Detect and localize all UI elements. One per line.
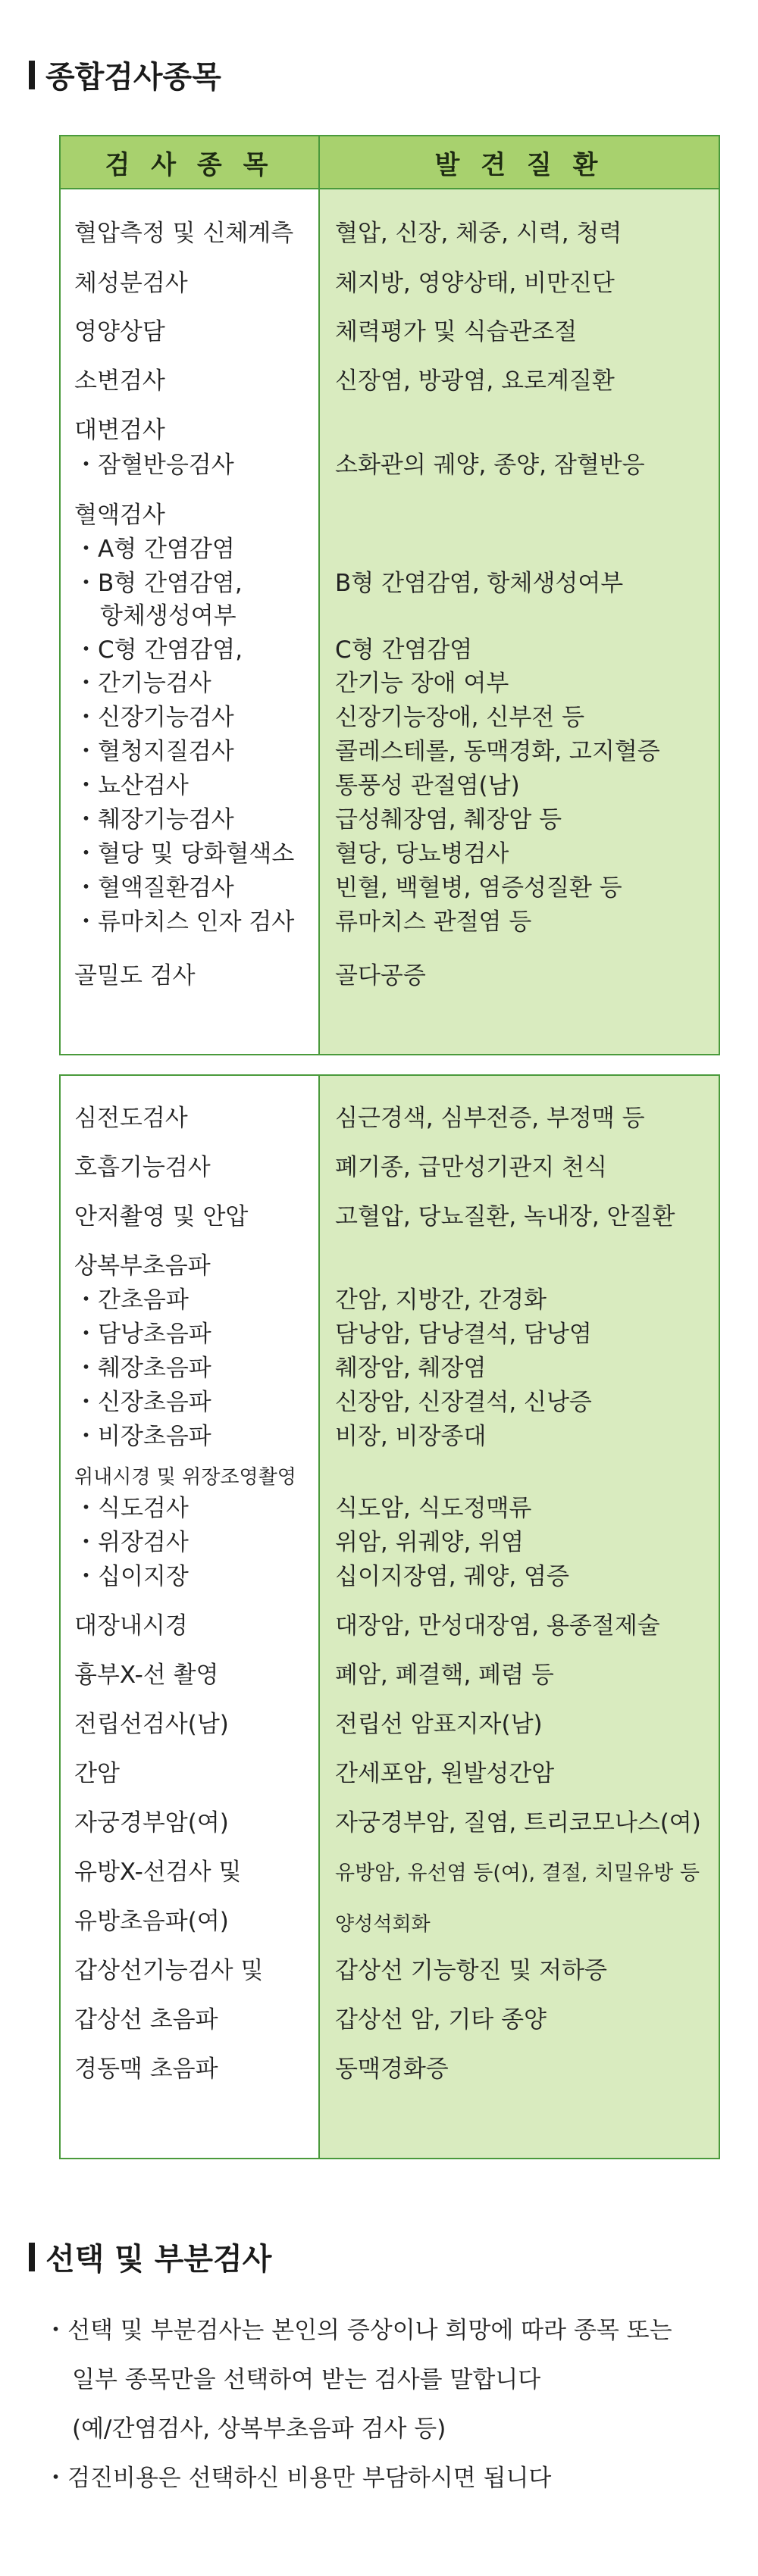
table1-row-14-left: ・뇨산검사 [74, 772, 189, 799]
table2-row-21-left: 갑상선 초음파 [74, 2006, 218, 2034]
table2-row-3-left: 상복부초음파 [74, 1252, 211, 1280]
table1-row-11-left: ・간기능검사 [74, 670, 211, 697]
table2-row-20-right: 갑상선 기능항진 및 저하증 [335, 1957, 607, 1984]
table1-row-13-left: ・혈청지질검사 [74, 738, 234, 765]
table2-row-4-right: 간암, 지방간, 간경화 [335, 1286, 547, 1314]
table2-row-16-left: 간암 [74, 1760, 120, 1787]
header-exam-items: 검 사 종 목 [61, 136, 320, 188]
table1-row-2-right: 체력평가 및 식습관조절 [335, 318, 578, 345]
table2-row-4-left: ・간초음파 [74, 1286, 189, 1314]
table2-row-0-left: 심전도검사 [74, 1105, 188, 1132]
table2-row-13-left: 대장내시경 [74, 1612, 188, 1640]
table1-row-8-left: ・B형 간염감염, [74, 570, 243, 597]
table2-row-2-left: 안저촬영 및 안압 [74, 1203, 249, 1230]
table2-row-14-right: 폐암, 폐결핵, 폐렴 등 [335, 1662, 554, 1689]
table1-row-19-right: 골다공증 [335, 962, 426, 989]
table2-row-20-left: 갑상선기능검사 및 [74, 1957, 264, 1984]
table1-row-7-left: ・A형 간염감염 [74, 536, 235, 563]
table1-row-15-right: 급성췌장염, 췌장암 등 [335, 806, 562, 833]
table2-row-22-right: 동맥경화증 [335, 2055, 449, 2083]
table1-row-3-left: 소변검사 [74, 367, 165, 395]
table2-row-5-right: 담낭암, 담낭결석, 담낭염 [335, 1321, 592, 1348]
table1-row-11-right: 간기능 장애 여부 [335, 670, 509, 697]
table2-row-10-right: 식도암, 식도정맥류 [335, 1495, 532, 1522]
table2-row-11-left: ・위장검사 [74, 1529, 189, 1556]
table2-row-17-left: 자궁경부암(여) [74, 1809, 229, 1837]
table1-row-8-right: B형 간염감염, 항체생성여부 [335, 570, 624, 597]
table2-row-5-left: ・담낭초음파 [74, 1321, 211, 1348]
table1-row-16-left: ・혈당 및 당화혈색소 [74, 840, 295, 868]
table2-row-12-left: ・십이지장 [74, 1563, 189, 1590]
table2-row-19-right: 양성석회화 [335, 1913, 431, 1936]
table1-row-2-left: 영양상담 [74, 318, 165, 345]
table2-row-1-right: 폐기종, 급만성기관지 천식 [335, 1154, 607, 1181]
table1-row-16-right: 혈당, 당뇨병검사 [335, 840, 509, 868]
table1-row-0-left: 혈압측정 및 신체계측 [74, 220, 294, 247]
table2-row-15-right: 전립선 암표지자(남) [335, 1711, 543, 1738]
table2-row-18-left: 유방X-선검사 및 [74, 1859, 242, 1886]
table2-row-6-right: 췌장암, 췌장염 [335, 1355, 487, 1382]
table1-row-4-left: 대변검사 [74, 417, 165, 444]
table1-row-5-left: ・잠혈반응검사 [74, 452, 234, 479]
section-title-optional [29, 2235, 271, 2278]
table1-row-1-left: 체성분검사 [74, 270, 188, 297]
table1-row-15-left: ・췌장기능검사 [74, 806, 234, 833]
table2-row-14-left: 흉부X-선 촬영 [74, 1662, 219, 1689]
table2-row-16-right: 간세포암, 원발성간암 [335, 1760, 555, 1787]
table2-row-13-right: 대장암, 만성대장염, 용종절제술 [335, 1612, 660, 1640]
table2-row-6-left: ・췌장초음파 [74, 1355, 211, 1382]
table1-row-1-right: 체지방, 영양상태, 비만진단 [335, 270, 615, 297]
table2-row-9-left: 위내시경 및 위장조영촬영 [74, 1466, 296, 1489]
exam-table-2 [59, 1074, 720, 2159]
table1-row-6-left: 혈액검사 [74, 502, 165, 529]
table2-row-7-left: ・신장초음파 [74, 1389, 211, 1416]
table2-row-11-right: 위암, 위궤양, 위염 [335, 1529, 525, 1556]
section-title-text: 선택 및 부분검사 [45, 2242, 272, 2277]
title-bar-icon [29, 61, 35, 89]
table2-row-1-left: 호흡기능검사 [74, 1154, 211, 1181]
table1-row-17-left: ・혈액질환검사 [74, 874, 234, 902]
table1-row-3-right: 신장염, 방광염, 요로계질환 [335, 367, 615, 395]
table1-row-12-right: 신장기능장애, 신부전 등 [335, 704, 585, 731]
note-line-3: (예/간염검사, 상복부초음파 검사 등) [72, 2415, 446, 2443]
section-title-text: 종합검사종목 [45, 60, 221, 95]
table1-row-19-left: 골밀도 검사 [74, 962, 196, 989]
table1-row-14-right: 통풍성 관절염(남) [335, 772, 520, 799]
table2-row-17-right: 자궁경부암, 질염, 트리코모나스(여) [335, 1809, 701, 1837]
table1-row-17-right: 빈혈, 백혈병, 염증성질환 등 [335, 874, 622, 902]
table1-row-9-left: 항체생성여부 [100, 602, 236, 630]
table1-row-13-right: 콜레스테롤, 동맥경화, 고지혈증 [335, 738, 660, 765]
note-line-4: ・검진비용은 선택하신 비용만 부담하시면 됩니다 [44, 2465, 552, 2492]
table2-row-18-right: 유방암, 유선염 등(여), 결절, 치밀유방 등 [335, 1862, 700, 1885]
header-detected-diseases: 발 견 질 환 [434, 149, 604, 180]
table1-row-10-left: ・C형 간염감염, [74, 636, 243, 664]
table2-row-15-left: 전립선검사(남) [74, 1711, 229, 1738]
note-line-1: ・선택 및 부분검사는 본인의 증상이나 희망에 따라 종목 또는 [44, 2317, 672, 2344]
title-bar-icon [29, 2243, 35, 2271]
table1-row-12-left: ・신장기능검사 [74, 704, 234, 731]
table1-row-0-right: 혈압, 신장, 체중, 시력, 청력 [335, 220, 622, 247]
table1-row-18-right: 류마치스 관절염 등 [335, 908, 532, 936]
table2-row-21-right: 갑상선 암, 기타 종양 [335, 2006, 547, 2034]
table2-row-8-right: 비장, 비장종대 [335, 1423, 487, 1450]
note-line-2: 일부 종목만을 선택하여 받는 검사를 말합니다 [72, 2366, 541, 2393]
table2-row-2-right: 고혈압, 당뇨질환, 녹내장, 안질환 [335, 1203, 675, 1230]
table2-row-7-right: 신장암, 신장결석, 신낭증 [335, 1389, 592, 1416]
table2-row-22-left: 경동맥 초음파 [74, 2055, 218, 2083]
table1-row-18-left: ・류마치스 인자 검사 [74, 908, 295, 936]
table2-row-12-right: 십이지장염, 궤양, 염증 [335, 1563, 569, 1590]
table2-row-10-left: ・식도검사 [74, 1495, 189, 1522]
table1-row-5-right: 소화관의 궤양, 종양, 잠혈반응 [335, 452, 645, 479]
section-title-comprehensive [29, 53, 221, 96]
exam-table-1 [59, 135, 720, 1055]
table2-row-8-left: ・비장초음파 [74, 1423, 211, 1450]
table2-row-19-left: 유방초음파(여) [74, 1908, 229, 1935]
table2-row-0-right: 심근경색, 심부전증, 부정맥 등 [335, 1105, 645, 1132]
table1-header [61, 136, 719, 189]
table1-row-10-right: C형 간염감염 [335, 636, 473, 664]
